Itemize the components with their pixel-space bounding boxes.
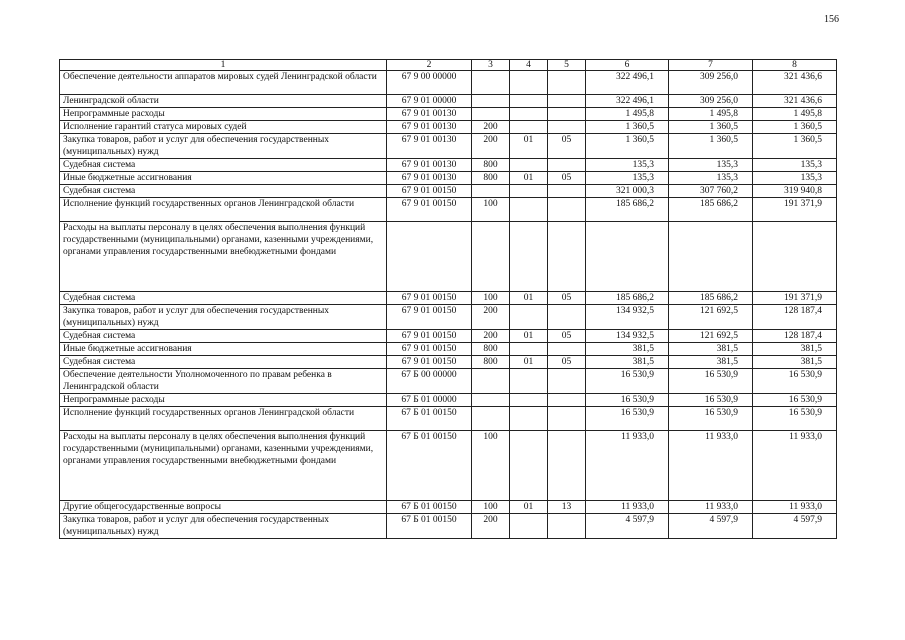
rz-cell: 01	[510, 501, 548, 514]
rz-cell: 01	[510, 356, 548, 369]
table-row	[60, 185, 837, 198]
table-row	[60, 431, 837, 501]
row-name: Судебная система	[60, 356, 387, 369]
row-name: Судебная система	[60, 185, 387, 198]
code-cell: 67 9 01 00150	[387, 305, 472, 330]
vr-cell: 800	[472, 159, 510, 172]
code-cell: 67 Б 01 00150	[387, 514, 472, 539]
vr-cell: 200	[472, 514, 510, 539]
table-row	[60, 305, 837, 330]
amount-6-cell: 185 686,2	[586, 292, 669, 305]
vr-cell: 800	[472, 172, 510, 185]
vr-cell: 100	[472, 501, 510, 514]
vr-cell: 800	[472, 356, 510, 369]
amount-6-cell: 16 530,9	[586, 369, 669, 394]
code-cell: 67 9 01 00150	[387, 343, 472, 356]
rz-cell	[510, 369, 548, 394]
amount-6-cell: 134 932,5	[586, 305, 669, 330]
table-row	[60, 501, 837, 514]
header-cell: 7	[669, 60, 753, 71]
pr-cell	[548, 198, 586, 222]
rz-cell	[510, 394, 548, 407]
table-row	[60, 71, 837, 95]
amount-8-cell: 321 436,6	[753, 71, 837, 95]
rz-cell	[510, 95, 548, 108]
table-row	[60, 514, 837, 539]
vr-cell	[472, 369, 510, 394]
row-name: Судебная система	[60, 159, 387, 172]
amount-8-cell: 128 187,4	[753, 330, 837, 343]
code-cell: 67 9 01 00130	[387, 121, 472, 134]
amount-8-cell: 11 933,0	[753, 431, 837, 501]
vr-cell: 200	[472, 134, 510, 159]
amount-8-cell: 381,5	[753, 343, 837, 356]
row-name: Обеспечение деятельности Уполномоченного по правам ребенка в Ленинградской области	[60, 369, 387, 394]
amount-6-cell	[586, 222, 669, 292]
rz-cell: 01	[510, 330, 548, 343]
header-cell: 2	[387, 60, 472, 71]
code-cell: 67 9 01 00000	[387, 95, 472, 108]
amount-8-cell: 16 530,9	[753, 394, 837, 407]
amount-7-cell: 381,5	[669, 356, 753, 369]
amount-8-cell: 135,3	[753, 172, 837, 185]
amount-6-cell: 185 686,2	[586, 198, 669, 222]
header-cell: 8	[753, 60, 837, 71]
header-cell: 5	[548, 60, 586, 71]
vr-cell	[472, 71, 510, 95]
pr-cell	[548, 431, 586, 501]
code-cell: 67 Б 00 00000	[387, 369, 472, 394]
code-cell: 67 Б 01 00150	[387, 501, 472, 514]
pr-cell	[548, 394, 586, 407]
amount-6-cell: 16 530,9	[586, 394, 669, 407]
pr-cell	[548, 305, 586, 330]
amount-7-cell	[669, 222, 753, 292]
table-row	[60, 369, 837, 394]
pr-cell: 13	[548, 501, 586, 514]
amount-8-cell: 1 360,5	[753, 121, 837, 134]
table-row	[60, 222, 837, 292]
vr-cell	[472, 394, 510, 407]
amount-6-cell: 16 530,9	[586, 407, 669, 431]
table-row	[60, 330, 837, 343]
rz-cell: 01	[510, 134, 548, 159]
rz-cell	[510, 185, 548, 198]
code-cell: 67 9 01 00130	[387, 159, 472, 172]
row-name: Закупка товаров, работ и услуг для обеспечения государственных (муниципальных) нужд	[60, 134, 387, 159]
amount-8-cell: 191 371,9	[753, 292, 837, 305]
code-cell: 67 Б 01 00150	[387, 431, 472, 501]
amount-6-cell: 381,5	[586, 356, 669, 369]
vr-cell	[472, 95, 510, 108]
table-row	[60, 134, 837, 159]
rz-cell	[510, 222, 548, 292]
amount-7-cell: 135,3	[669, 159, 753, 172]
amount-8-cell: 321 436,6	[753, 95, 837, 108]
amount-6-cell: 321 000,3	[586, 185, 669, 198]
vr-cell: 200	[472, 305, 510, 330]
amount-7-cell: 381,5	[669, 343, 753, 356]
amount-6-cell: 1 360,5	[586, 134, 669, 159]
amount-8-cell: 319 940,8	[753, 185, 837, 198]
amount-7-cell: 16 530,9	[669, 394, 753, 407]
amount-7-cell: 1 495,8	[669, 108, 753, 121]
amount-6-cell: 11 933,0	[586, 431, 669, 501]
amount-8-cell: 4 597,9	[753, 514, 837, 539]
code-cell: 67 9 01 00150	[387, 185, 472, 198]
amount-6-cell: 1 495,8	[586, 108, 669, 121]
page-number: 156	[824, 14, 839, 25]
row-name: Другие общегосударственные вопросы	[60, 501, 387, 514]
rz-cell	[510, 305, 548, 330]
vr-cell	[472, 222, 510, 292]
amount-7-cell: 1 360,5	[669, 121, 753, 134]
amount-7-cell: 11 933,0	[669, 431, 753, 501]
code-cell: 67 9 01 00130	[387, 134, 472, 159]
amount-8-cell: 1 360,5	[753, 134, 837, 159]
pr-cell	[548, 514, 586, 539]
table-row	[60, 108, 837, 121]
row-name: Иные бюджетные ассигнования	[60, 343, 387, 356]
pr-cell: 05	[548, 356, 586, 369]
amount-8-cell: 16 530,9	[753, 369, 837, 394]
amount-7-cell: 309 256,0	[669, 71, 753, 95]
code-cell: 67 9 01 00130	[387, 172, 472, 185]
amount-7-cell: 11 933,0	[669, 501, 753, 514]
amount-6-cell: 11 933,0	[586, 501, 669, 514]
row-name: Обеспечение деятельности аппаратов мировых судей Ленинградской области	[60, 71, 387, 95]
header-row	[60, 60, 837, 71]
rz-cell	[510, 431, 548, 501]
amount-6-cell: 135,3	[586, 172, 669, 185]
amount-6-cell: 322 496,1	[586, 95, 669, 108]
code-cell: 67 9 01 00150	[387, 198, 472, 222]
row-name: Исполнение функций государственных органов Ленинградской области	[60, 198, 387, 222]
code-cell: 67 Б 01 00000	[387, 394, 472, 407]
rz-cell	[510, 198, 548, 222]
row-name: Иные бюджетные ассигнования	[60, 172, 387, 185]
amount-7-cell: 1 360,5	[669, 134, 753, 159]
table-row	[60, 356, 837, 369]
amount-8-cell: 11 933,0	[753, 501, 837, 514]
table-row	[60, 95, 837, 108]
amount-6-cell: 135,3	[586, 159, 669, 172]
amount-7-cell: 135,3	[669, 172, 753, 185]
table-row	[60, 394, 837, 407]
rz-cell	[510, 121, 548, 134]
vr-cell: 100	[472, 292, 510, 305]
row-name: Расходы на выплаты персоналу в целях обеспечения выполнения функций государственными (муниципальными) органами, казенными учреждениями, органами управления государственными внебюджетными фондами	[60, 431, 387, 501]
table-row	[60, 172, 837, 185]
table-row	[60, 292, 837, 305]
row-name: Закупка товаров, работ и услуг для обеспечения государственных (муниципальных) нужд	[60, 514, 387, 539]
row-name: Расходы на выплаты персоналу в целях обеспечения выполнения функций государственными (муниципальными) органами, казенными учреждениями, органами управления государственными внебюджетными фондами	[60, 222, 387, 292]
row-name: Исполнение гарантий статуса мировых судей	[60, 121, 387, 134]
vr-cell	[472, 407, 510, 431]
row-name: Судебная система	[60, 292, 387, 305]
rz-cell: 01	[510, 292, 548, 305]
code-cell: 67 9 01 00130	[387, 108, 472, 121]
row-name: Непрограммные расходы	[60, 108, 387, 121]
amount-6-cell: 134 932,5	[586, 330, 669, 343]
pr-cell	[548, 121, 586, 134]
code-cell: 67 9 00 00000	[387, 71, 472, 95]
vr-cell	[472, 108, 510, 121]
pr-cell: 05	[548, 172, 586, 185]
rz-cell	[510, 108, 548, 121]
table-row	[60, 343, 837, 356]
code-cell	[387, 222, 472, 292]
rz-cell	[510, 71, 548, 95]
amount-7-cell: 307 760,2	[669, 185, 753, 198]
amount-6-cell: 322 496,1	[586, 71, 669, 95]
amount-8-cell: 16 530,9	[753, 407, 837, 431]
vr-cell	[472, 185, 510, 198]
pr-cell	[548, 71, 586, 95]
amount-7-cell: 185 686,2	[669, 292, 753, 305]
header-cell: 4	[510, 60, 548, 71]
header-cell: 6	[586, 60, 669, 71]
pr-cell	[548, 222, 586, 292]
pr-cell	[548, 95, 586, 108]
amount-8-cell: 381,5	[753, 356, 837, 369]
rz-cell	[510, 407, 548, 431]
rz-cell	[510, 514, 548, 539]
pr-cell	[548, 343, 586, 356]
amount-7-cell: 16 530,9	[669, 369, 753, 394]
code-cell: 67 9 01 00150	[387, 292, 472, 305]
row-name: Судебная система	[60, 330, 387, 343]
row-name: Ленинградской области	[60, 95, 387, 108]
table-row	[60, 198, 837, 222]
amount-8-cell	[753, 222, 837, 292]
vr-cell: 200	[472, 121, 510, 134]
pr-cell: 05	[548, 330, 586, 343]
rz-cell	[510, 159, 548, 172]
rz-cell	[510, 343, 548, 356]
amount-8-cell: 135,3	[753, 159, 837, 172]
pr-cell	[548, 108, 586, 121]
vr-cell: 200	[472, 330, 510, 343]
amount-6-cell: 1 360,5	[586, 121, 669, 134]
vr-cell: 100	[472, 198, 510, 222]
amount-7-cell: 16 530,9	[669, 407, 753, 431]
vr-cell: 100	[472, 431, 510, 501]
rz-cell: 01	[510, 172, 548, 185]
vr-cell: 800	[472, 343, 510, 356]
amount-7-cell: 121 692,5	[669, 305, 753, 330]
amount-7-cell: 4 597,9	[669, 514, 753, 539]
header-cell: 3	[472, 60, 510, 71]
amount-7-cell: 309 256,0	[669, 95, 753, 108]
table-row	[60, 159, 837, 172]
row-name: Закупка товаров, работ и услуг для обеспечения государственных (муниципальных) нужд	[60, 305, 387, 330]
budget-table	[59, 59, 837, 539]
header-cell: 1	[60, 60, 387, 71]
pr-cell	[548, 369, 586, 394]
amount-6-cell: 4 597,9	[586, 514, 669, 539]
amount-6-cell: 381,5	[586, 343, 669, 356]
code-cell: 67 9 01 00150	[387, 330, 472, 343]
amount-8-cell: 128 187,4	[753, 305, 837, 330]
pr-cell	[548, 159, 586, 172]
table-row	[60, 407, 837, 431]
row-name: Исполнение функций государственных органов Ленинградской области	[60, 407, 387, 431]
code-cell: 67 9 01 00150	[387, 356, 472, 369]
pr-cell	[548, 407, 586, 431]
amount-7-cell: 185 686,2	[669, 198, 753, 222]
code-cell: 67 Б 01 00150	[387, 407, 472, 431]
pr-cell: 05	[548, 292, 586, 305]
table-row	[60, 121, 837, 134]
row-name: Непрограммные расходы	[60, 394, 387, 407]
pr-cell	[548, 185, 586, 198]
amount-8-cell: 1 495,8	[753, 108, 837, 121]
amount-7-cell: 121 692,5	[669, 330, 753, 343]
pr-cell: 05	[548, 134, 586, 159]
amount-8-cell: 191 371,9	[753, 198, 837, 222]
